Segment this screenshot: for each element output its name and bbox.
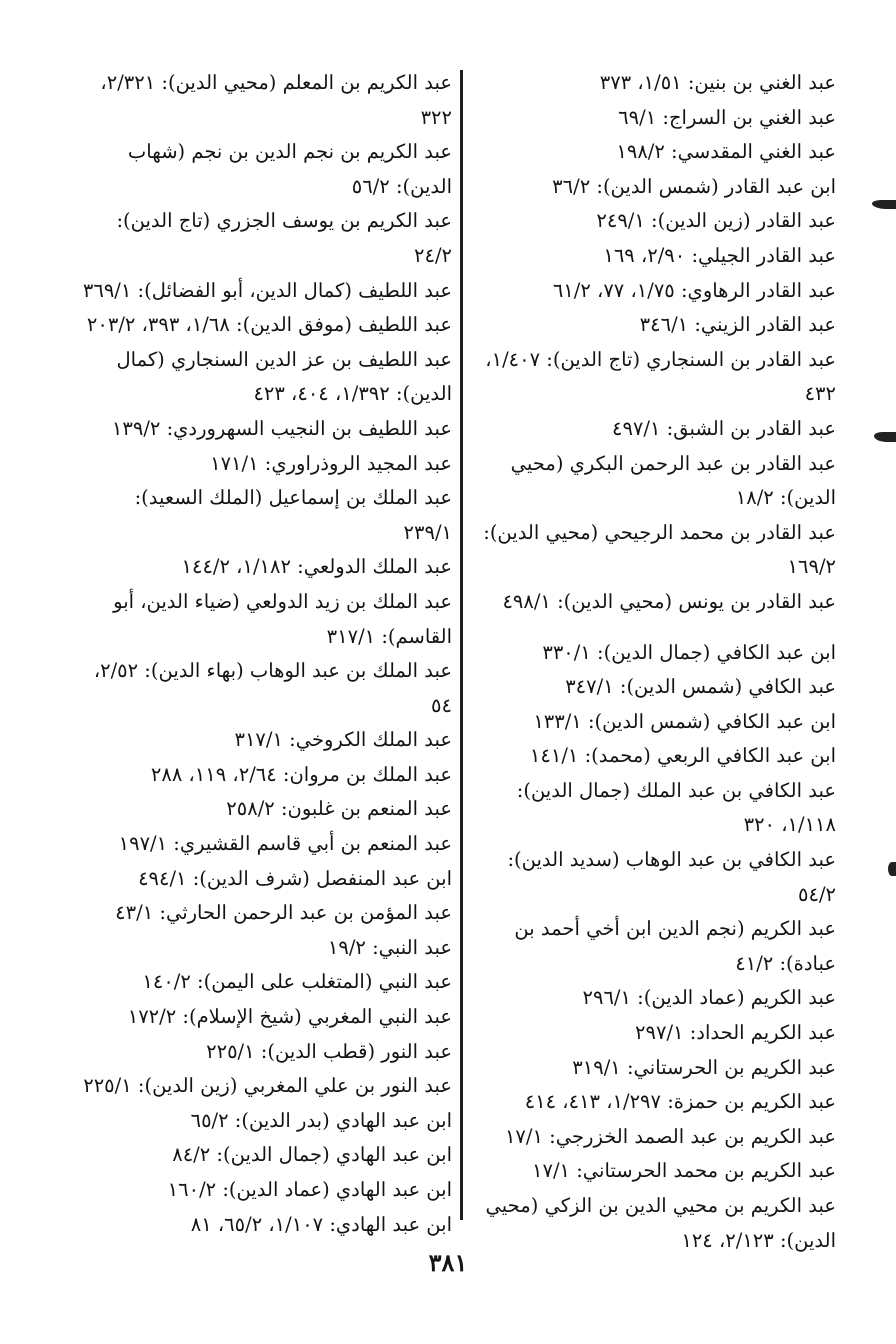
index-entry: عبد القادر الجيلي: ٢/٩٠، ١٦٩ xyxy=(603,243,836,267)
index-entry: عبد الكريم بن حمزة: ١/٢٩٧، ٤١٣، ٤١٤ xyxy=(524,1090,836,1114)
index-entry: عبد الملك بن زيد الدولعي (ضياء الدين، أبو القاسم): ٣١٧/١ xyxy=(113,589,452,648)
index-entry: عبد الكريم بن عبد الصمد الخزرجي: ١٧/١ xyxy=(504,1124,836,1148)
index-entry: عبد الملك بن مروان: ٢/٦٤، ١١٩، ٢٨٨ xyxy=(150,762,452,786)
index-entry: عبد اللطيف (كمال الدين، أبو الفضائل): ٣٦٩/١ xyxy=(82,278,452,302)
index-entry: عبد القادر الرهاوي: ١/٧٥، ٧٧، ٦١/٢ xyxy=(552,278,836,302)
index-entry: ابن عبد المنفصل (شرف الدين): ٤٩٤/١ xyxy=(138,866,452,890)
index-entry: عبد الكريم (نجم الدين ابن أخي أحمد بن عبادة): ٤١/٢ xyxy=(514,917,836,975)
index-entry: عبد الملك بن إسماعيل (الملك السعيد): ٢٣٩/١ xyxy=(134,486,452,544)
index-entry: عبد النبي (المتغلب على اليمن): ١٤٠/٢ xyxy=(142,970,452,994)
index-entry: عبد الكريم (عماد الدين): ٢٩٦/١ xyxy=(582,986,836,1010)
index-entry: عبد القادر بن يونس (محيي الدين): ٤٩٨/١ xyxy=(502,589,836,613)
index-entry: عبد الكريم بن المعلم (محيي الدين): ٢/٣٢١، ٣٢٢ xyxy=(100,71,452,129)
index-entry: عبد اللطيف بن النجيب السهروردي: ١٣٩/٢ xyxy=(111,416,452,440)
index-entry: ابن عبد القادر (شمس الدين): ٣٦/٢ xyxy=(552,174,836,198)
index-entry: عبد القادر بن عبد الرحمن البكري (محيي الدين): ١٨/٢ xyxy=(510,451,836,510)
margin-ink-mark xyxy=(888,862,896,876)
index-entry: عبد الملك الدولعي: ١/١٨٢، ١٤٤/٢ xyxy=(181,555,452,579)
index-entry: عبد اللطيف (موفق الدين): ١/٦٨، ٣٩٣، ٢٠٣/٢ xyxy=(86,313,452,337)
column-divider xyxy=(460,70,463,1220)
margin-ink-mark xyxy=(874,432,896,442)
index-entry: عبد الغني بن السراج: ٦٩/١ xyxy=(618,105,836,129)
page-number: ٣٨١ xyxy=(428,1248,468,1277)
index-entry: عبد النبي المغربي (شيخ الإسلام): ١٧٢/٢ xyxy=(127,1005,452,1029)
index-entry: عبد اللطيف بن عز الدين السنجاري (كمال الدين): ١/٣٩٢، ٤٠٤، ٤٢٣ xyxy=(116,347,452,406)
index-entry: عبد النور (قطب الدين): ٢٢٥/١ xyxy=(206,1039,452,1063)
index-entry: عبد الكافي بن عبد الملك (جمال الدين): ١/١١٨، ٣٢٠ xyxy=(516,778,836,837)
index-entry: عبد النبي: ١٩/٢ xyxy=(327,935,452,959)
index-entry: ابن عبد الهادي: ١/١٠٧، ٦٥/٢، ٨١ xyxy=(190,1212,452,1236)
index-entry: عبد الملك بن عبد الوهاب (بهاء الدين): ٢/٥٢، ٥٤ xyxy=(93,659,452,717)
index-entry: ابن عبد الكافي (جمال الدين): ٣٣٠/١ xyxy=(542,640,836,664)
index-column-left xyxy=(80,66,452,1242)
index-entry: عبد المؤمن بن عبد الرحمن الحارثي: ٤٣/١ xyxy=(115,901,452,925)
index-entry: عبد الكريم بن الحرستاني: ٣١٩/١ xyxy=(572,1055,836,1079)
index-entry: عبد الكريم الحداد: ٢٩٧/١ xyxy=(635,1021,836,1045)
index-entry: عبد النور بن علي المغربي (زين الدين): ٢٢٥/١ xyxy=(83,1074,452,1098)
index-entry: ابن عبد الهادي (جمال الدين): ٨٤/٢ xyxy=(172,1143,452,1167)
margin-ink-mark xyxy=(872,200,896,209)
index-entry: ابن عبد الكافي الربعي (محمد): ١٤١/١ xyxy=(529,744,836,768)
index-entry: عبد الكريم بن يوسف الجزري (تاج الدين): ٢٤/٢ xyxy=(116,209,452,267)
index-entry: عبد القادر (زين الدين): ٢٤٩/١ xyxy=(596,209,836,233)
index-entry: عبد الكافي (شمس الدين): ٣٤٧/١ xyxy=(565,675,836,699)
index-entry: عبد القادر بن الشبق: ٤٩٧/١ xyxy=(611,416,836,440)
index-entry: عبد الكريم بن نجم الدين بن نجم (شهاب الدين): ٥٦/٢ xyxy=(127,140,452,198)
index-entry: عبد المنعم بن أبي قاسم القشيري: ١٩٧/١ xyxy=(118,832,452,856)
index-entry: ابن عبد الهادي (بدر الدين): ٦٥/٢ xyxy=(190,1108,452,1132)
index-entry: عبد الغني بن بنين: ١/٥١، ٣٧٣ xyxy=(599,71,836,94)
index-entry: عبد الكافي بن عبد الوهاب (سديد الدين): ٥٤/٢ xyxy=(507,848,836,906)
index-entry: ابن عبد الهادي (عماد الدين): ١٦٠/٢ xyxy=(167,1178,452,1201)
index-entry: عبد القادر بن السنجاري (تاج الدين): ١/٤٠٧، ٤٣٢ xyxy=(485,347,836,406)
index-entry: عبد الكريم بن محيي الدين بن الزكي (محيي الدين): ٢/١٢٣، ١٢٤ xyxy=(485,1194,836,1252)
index-entry: عبد الملك الكروخي: ٣١٧/١ xyxy=(234,728,452,752)
index-entry: عبد الكريم بن محمد الحرستاني: ١٧/١ xyxy=(532,1159,836,1183)
index-entry: عبد القادر بن محمد الرجيحي (محيي الدين): ١٦٩/٢ xyxy=(483,520,836,579)
index-entry: عبد المجيد الروذراوري: ١٧١/١ xyxy=(210,451,452,475)
section-gap xyxy=(472,620,836,636)
index-entry: ابن عبد الكافي (شمس الدين): ١٣٣/١ xyxy=(533,709,836,733)
index-entry: عبد القادر الزيني: ٣٤٦/١ xyxy=(639,313,836,337)
index-entry: عبد الغني المقدسي: ١٩٨/٢ xyxy=(616,140,836,164)
index-column-right xyxy=(472,66,836,1258)
index-entry: عبد المنعم بن غلبون: ٢٥٨/٢ xyxy=(226,797,452,821)
